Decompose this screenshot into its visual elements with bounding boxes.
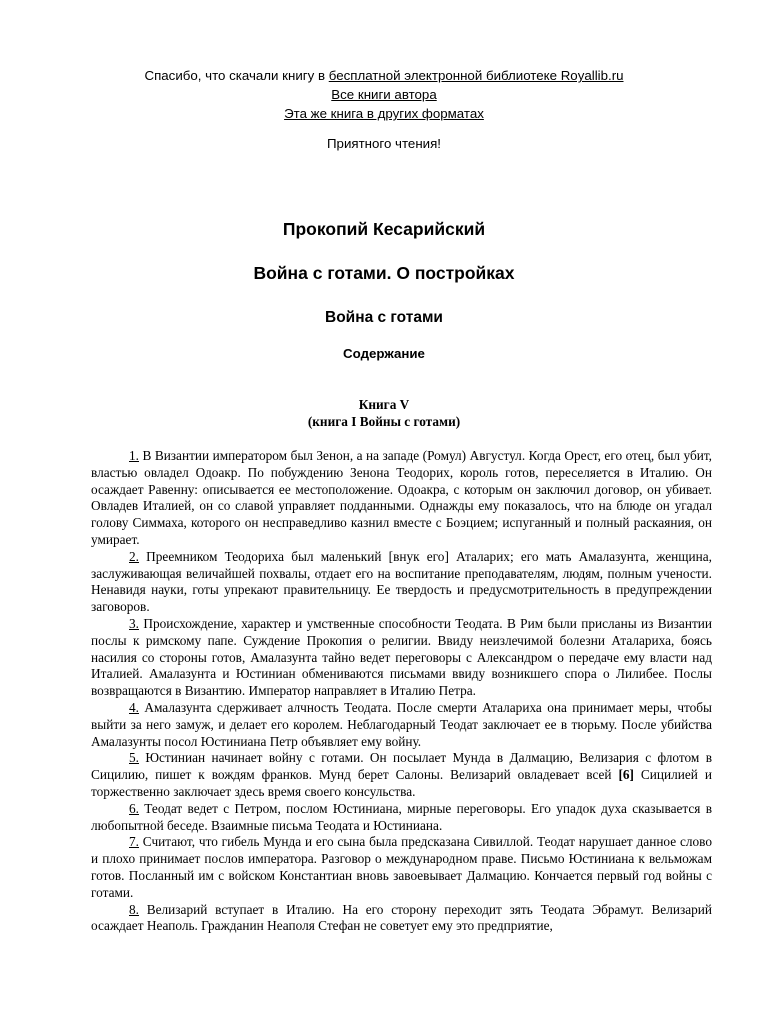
book-subtitle: Война с готами (325, 309, 443, 326)
chapter-link[interactable]: 2. (129, 548, 139, 564)
chapter-summary (91, 902, 712, 936)
author-name: Прокопий Кесарийский (282, 219, 486, 239)
chapter-link[interactable]: 7. (129, 834, 139, 850)
all-books-link[interactable]: Все книги автора (331, 87, 437, 102)
chapter-text: Велизарий вступает в Италию. На его сторону переходит зять Теодата Эбрамут. Велизарий осаждает Неаполь. Гражданин Неаполя Стефан не советует ему это предприятие, (91, 901, 712, 934)
chapter-summary (91, 448, 712, 549)
page-marker: [6] (618, 767, 634, 783)
chapter-summary (91, 834, 712, 901)
chapter-text: В Византии императором был Зенон, а на западе (Ромул) Августул. Когда Орест, его отец, был убит, властью овладел Одоакр. По побуждению Зенона Теодорих, король готов, переселяется в Италию. Он осаждает Равенну: описывается ее местоположение. Одоакра, с которым он заключил договор, он убивает. Овладев Италией, он со славой управляет подданными. Однажды ему показалось, что на блюде он угадал голову Симмаха, которого он несправедливо казнил вместе с Боэцием; испуганный и полный раскаяния, он умирает. (91, 448, 712, 547)
book-heading-line2: (книга I Войны с готами) (307, 414, 461, 429)
chapter-link[interactable]: 3. (129, 615, 139, 631)
chapter-link[interactable]: 5. (129, 750, 139, 766)
chapter-text: Теодат ведет с Петром, послом Юстиниана, мирные переговоры. Его упадок духа сказывается в любопытной беседе. Взаимные письма Теодата и Юстиниана. (91, 800, 712, 833)
chapter-summary (91, 700, 712, 750)
book-heading (0, 396, 768, 430)
contents-heading: Содержание (343, 346, 425, 361)
chapter-summary (91, 750, 712, 800)
chapter-text: Амалазунта сдерживает алчность Теодата. После смерти Аталариха она принимает меры, чтобы выйти за него замуж, и делает его королем. Неблагодарный Теодат заключает ее в тюрьму. После убийства Амалазунты посол Юстиниана Петр объявляет ему войну. (91, 699, 712, 749)
other-formats-link[interactable]: Эта же книга в других форматах (284, 106, 484, 121)
chapter-link[interactable]: 6. (129, 800, 139, 816)
chapter-text: Преемником Теодориха был маленький [внук его] Аталарих; его мать Амалазунта, женщина, заслуживающая величайшей похвалы, отдает его на воспитание преподавателям, людям, полным учености. Ненавидя науки, готы упрекают правительницу. Ее твердость и предусмотрительность в предупреждении заговоров. (91, 548, 712, 615)
book-heading-line1: Книга V (358, 397, 410, 412)
chapter-summary (91, 549, 712, 616)
chapter-text: Происхождение, характер и умственные способности Теодата. В Рим были присланы из Византии послы к римскому папе. Суждение Прокопия о религии. Ввиду неизлечимой болезни Аталариха, боясь насилия со стороны готов, Амалазунта тайно ведет переговоры с Александром о передаче ему власти над Италией. Амалазунта и Юстиниан обмениваются письмами ввиду возникшего спора о Лилибее. Послы возвращаются в Византию. Император направляет в Италию Петра. (91, 615, 712, 699)
thanks-line (0, 66, 768, 85)
thanks-text: Спасибо, что скачали книгу в (144, 68, 329, 83)
download-notice (0, 66, 768, 123)
chapter-text-continued: Сицилией и торжественно заключает здесь время своего консульства. (91, 767, 712, 799)
chapter-link[interactable]: 4. (129, 699, 139, 715)
chapter-text: Юстиниан начинает войну с готами. Он посылает Мунда в Далмацию, Велизария с флотом в Сицилию, пишет к вождям франков. Мунд берет Салоны. Велизарий овладевает всей (91, 750, 712, 783)
chapter-summary (91, 616, 712, 700)
chapter-text: Считают, что гибель Мунда и его сына была предсказана Сивиллой. Теодат нарушает данное слово и плохо принимает послов императора. Разговор о международном праве. Письмо Юстиниана к вельможам готов. Посланный им с войском Константиан вновь завоевывает Далмацию. Кончается первый год войны с готами. (91, 834, 712, 900)
book-title: Война с готами. О постройках (253, 263, 515, 283)
library-link[interactable]: бесплатной электронной библиотеке Royallib.ru (328, 68, 624, 83)
greeting: Приятного чтения! (327, 136, 441, 151)
chapter-link[interactable]: 8. (129, 901, 139, 917)
chapter-summary (91, 801, 712, 835)
chapter-link[interactable]: 1. (129, 448, 139, 463)
chapter-summaries (91, 448, 712, 935)
